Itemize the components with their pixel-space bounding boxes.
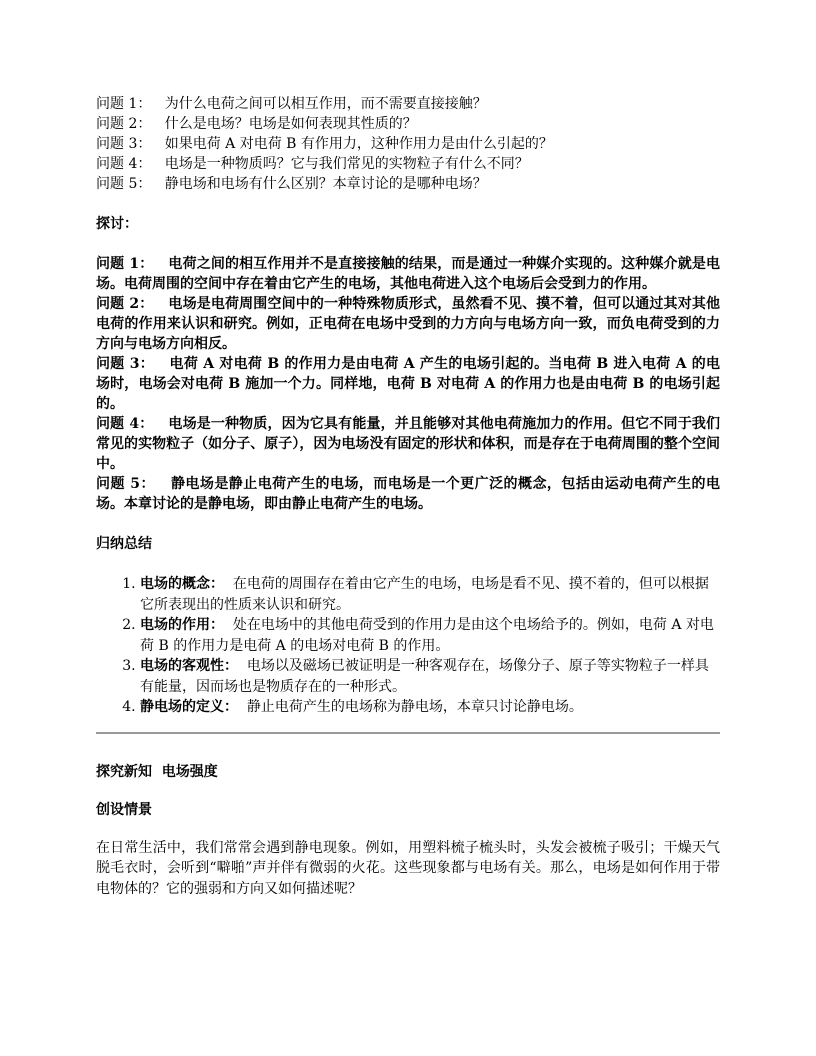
question-item [96,174,720,194]
answer-label: 问题 5： [96,476,155,492]
new-section-heading: 探究新知 电场强度 [96,763,218,780]
scenario-heading: 创设情景 [96,801,152,818]
answer-text: 电场是一种物质，因为它具有能量，并且能够对其他电荷施加力的作用。但它不同于我们常见的实物粒子（如分子、原子），因为电场没有固定的形状和体积，而是存在于电荷周围的整个空间中。 [96,416,720,472]
answer-item [96,294,720,354]
summary-text: 处在电场中的其他电荷受到的作用力是由这个电场给予的。例如，电荷 A 对电荷 B 的作用力是电荷 A 的电场对电荷 B 的作用。 [140,617,714,654]
question-text: 电场是一种物质吗？它与我们常见的实物粒子有什么不同？ [164,156,529,172]
summary-item [140,574,720,615]
question-label: 问题 5： [96,176,152,192]
answer-text: 静电场是静止电荷产生的电场，而电场是一个更广泛的概念，包括由运动电荷产生的电场。本章讨论的是静电场，即由静止电荷产生的电场。 [96,476,720,512]
answer-list [96,254,720,514]
summary-heading: 归纳总结 [96,536,152,552]
question-text: 什么是电场？电场是如何表现其性质的？ [164,116,417,132]
summary-term: 电场的客观性： [140,658,238,674]
answer-item [96,354,720,414]
answer-label: 问题 4： [96,416,154,432]
question-item [96,154,720,174]
discussion-heading: 探讨： [96,216,138,232]
question-label: 问题 1： [96,96,152,112]
question-label: 问题 3： [96,136,152,152]
summary-item [140,697,720,718]
question-text: 静电场和电场有什么区别？本章讨论的是哪种电场？ [164,176,487,192]
answer-text: 电荷之间的相互作用并不是直接接触的结果，而是通过一种媒介实现的。这种媒介就是电场。电荷周围的空间中存在着由它产生的电场，其他电荷进入这个电场后会受到力的作用。 [96,256,720,292]
question-item [96,114,720,134]
summary-text: 静止电荷产生的电场称为静电场，本章只讨论静电场。 [246,699,583,715]
summary-item [140,615,720,656]
summary-term: 静电场的定义： [140,699,238,715]
question-text: 为什么电荷之间可以相互作用，而不需要直接接触？ [164,96,487,112]
answer-item [96,414,720,474]
scenario-paragraph: 在日常生活中，我们常常会遇到静电现象。例如，用塑料梳子梳头时，头发会被梳子吸引；干燥天气脱毛衣时，会听到“噼啪”声并伴有微弱的火花。这些现象都与电场有关。那么，电场是如何作用于带电物体的？它的强弱和方向又如何描述呢？ [96,839,720,897]
answer-label: 问题 1： [96,256,154,272]
answer-item [96,474,720,514]
summary-text: 电场以及磁场已被证明是一种客观存在，场像分子、原子等实物粒子一样具有能量，因而场也是物质存在的一种形式。 [140,658,709,695]
summary-item [140,656,720,697]
question-label: 问题 2： [96,116,152,132]
document-page [96,94,720,899]
question-list [96,94,720,194]
summary-list [96,574,720,718]
summary-term: 电场的概念： [140,576,224,592]
question-item [96,94,720,114]
answer-text: 电荷 A 对电荷 B 的作用力是由电荷 A 产生的电场引起的。当电荷 B 进入电荷 A 的电场时，电场会对电荷 B 施加一个力。同样地，电荷 B 对电荷 A 的作用力也是由电荷 B 的电场引起的。 [96,356,720,412]
answer-text: 电场是电荷周围空间中的一种特殊物质形式，虽然看不见、摸不着，但可以通过其对其他电荷的作用来认识和研究。例如，正电荷在电场中受到的力方向与电场方向一致，而负电荷受到的力方向与电场方向相反。 [96,296,720,352]
section-divider [96,732,720,734]
answer-item [96,254,720,294]
question-label: 问题 4： [96,156,152,172]
answer-label: 问题 3： [96,356,155,372]
summary-text: 在电荷的周围存在着由它产生的电场，电场是看不见、摸不着的，但可以根据它所表现出的性质来认识和研究。 [140,576,709,613]
summary-term: 电场的作用： [140,617,224,633]
answer-label: 问题 2： [96,296,154,312]
question-item [96,134,720,154]
question-text: 如果电荷 A 对电荷 B 有作用力，这种作用力是由什么引起的？ [164,136,553,152]
